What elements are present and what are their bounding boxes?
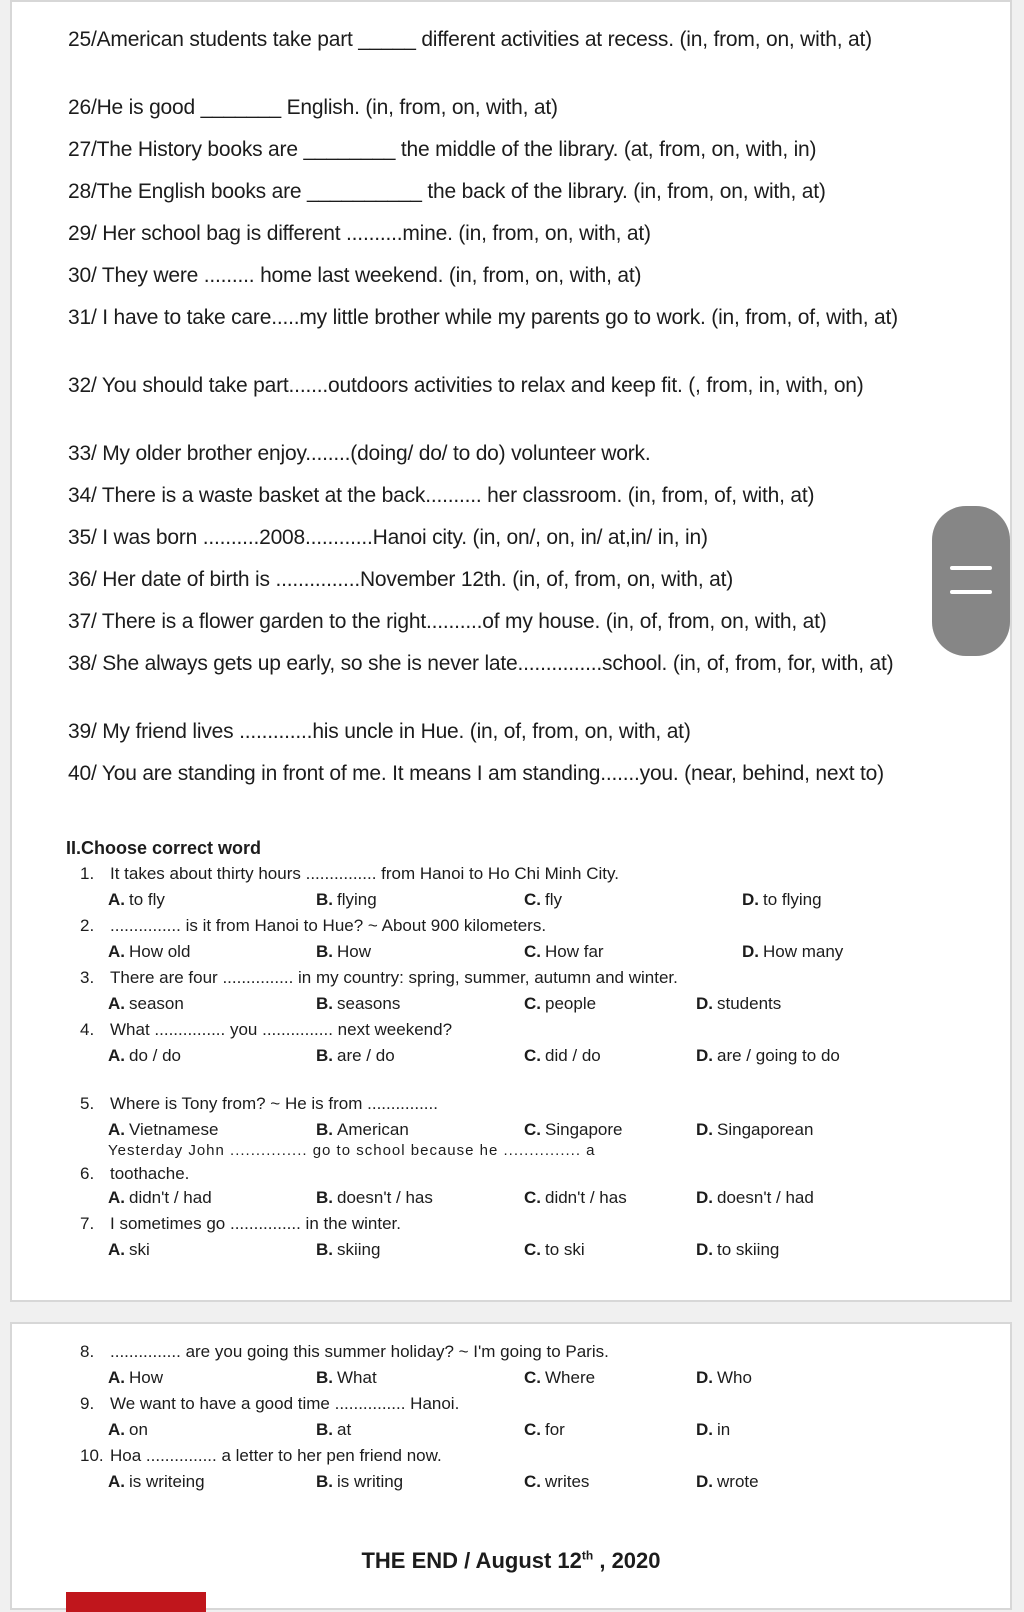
question-39: 39/ My friend lives .............his uncle in Hue. (in, of, from, on, with, at) [68,720,691,743]
option-letter: C. [524,890,541,909]
mc-number: 5. [80,1094,95,1113]
mc-question-1 [80,864,960,884]
option-text: Where [545,1368,596,1387]
question-38: 38/ She always gets up early, so she is never late...............school. (in, of, from, for, with, at) [68,652,894,675]
option-text: didn't / had [129,1188,212,1207]
option-letter: D. [696,1472,713,1491]
mc-text: ............... is it from Hanoi to Hue? ~ About 900 kilometers. [110,916,547,935]
option-text: Singapore [545,1120,623,1139]
option-letter: D. [696,1046,713,1065]
mc-question-6-line1: Yesterday John ............... go to school because he ............... a [108,1142,596,1159]
mc-text: What ............... you ............... next weekend? [110,1020,453,1039]
option-text: to flying [763,890,822,909]
mc-text: We want to have a good time ............... Hanoi. [110,1394,460,1413]
mc-text: Hoa ............... a letter to her pen friend now. [110,1446,442,1465]
option-letter: A. [108,1240,125,1259]
mc-question-6 [80,1164,960,1184]
question-34: 34/ There is a waste basket at the back.......... her classroom. (in, from, of, with, at) [68,484,815,507]
option-letter: C. [524,942,541,961]
option-4b[interactable] [316,1046,395,1066]
option-8a[interactable] [108,1368,163,1388]
option-7c[interactable] [524,1240,585,1260]
question-33: 33/ My older brother enjoy........(doing/ do/ to do) volunteer work. [68,442,651,465]
option-letter: A. [108,1368,125,1387]
mc-text: I sometimes go ............... in the winter. [110,1214,402,1233]
option-letter: A. [108,1472,125,1491]
option-1a[interactable] [108,890,165,910]
option-7a[interactable] [108,1240,150,1260]
option-letter: D. [696,1240,713,1259]
option-letter: A. [108,890,125,909]
option-letter: C. [524,994,541,1013]
option-2b[interactable] [316,942,371,962]
scroll-handle[interactable] [932,506,1010,656]
option-letter: C. [524,1188,541,1207]
option-letter: B. [316,1120,333,1139]
option-1c[interactable] [524,890,562,910]
option-text: How far [545,942,604,961]
option-letter: D. [696,994,713,1013]
mc-question-5 [80,1094,960,1114]
mc-text: There are four ............... in my country: spring, summer, autumn and winter. [110,968,678,987]
section-title: II.Choose correct word [66,838,262,858]
option-text: American [337,1120,409,1139]
grip-line-icon [950,590,992,594]
mc-number: 10. [80,1446,104,1465]
option-text: doesn't / had [717,1188,814,1207]
option-text: skiing [337,1240,381,1259]
option-letter: A. [108,1120,125,1139]
option-5d[interactable] [696,1120,813,1140]
worksheet-page-2 [10,1322,1012,1610]
option-letter: B. [316,1472,333,1491]
mc-text: It takes about thirty hours ............... from Hanoi to Ho Chi Minh City. [110,864,619,883]
mc-question-4 [80,1020,960,1040]
mc-number: 8. [80,1342,95,1361]
option-letter: A. [108,1188,125,1207]
option-3b[interactable] [316,994,400,1014]
option-letter: B. [316,1240,333,1259]
option-letter: A. [108,1046,125,1065]
option-text: did / do [545,1046,601,1065]
option-4c[interactable] [524,1046,601,1066]
question-32: 32/ You should take part.......outdoors activities to relax and keep fit. (, from, in, with, on) [68,374,864,397]
option-4a[interactable] [108,1046,181,1066]
option-7b[interactable] [316,1240,380,1260]
option-letter: B. [316,1368,333,1387]
option-2c[interactable] [524,942,604,962]
option-text: fly [545,890,562,909]
option-letter: D. [742,890,759,909]
option-6b[interactable] [316,1188,433,1208]
mc-number: 1. [80,864,95,883]
footer-sup: th [581,1548,594,1563]
option-letter: C. [524,1368,541,1387]
mc-question-2 [80,916,960,936]
option-text: ski [129,1240,150,1259]
option-6d[interactable] [696,1188,814,1208]
option-text: Who [717,1368,752,1387]
mc-number: 3. [80,968,95,987]
question-36: 36/ Her date of birth is ...............November 12th. (in, of, from, on, with, at) [68,568,734,591]
mc-question-7 [80,1214,960,1234]
option-text: to skiing [717,1240,780,1259]
option-text: do / do [129,1046,181,1065]
mc-text: Where is Tony from? ~ He is from ............... [110,1094,438,1113]
option-10a[interactable] [108,1472,205,1492]
option-letter: A. [108,994,125,1013]
option-text: is writing [337,1472,404,1491]
option-text: at [337,1420,352,1439]
option-text: are / going to do [717,1046,840,1065]
question-31: 31/ I have to take care.....my little brother while my parents go to work. (in, from, of, with, at) [68,306,898,329]
question-29: 29/ Her school bag is different ..........mine. (in, from, on, with, at) [68,222,651,245]
option-3c[interactable] [524,994,596,1014]
grip-line-icon [950,566,992,570]
option-letter: B. [316,1420,333,1439]
mc-question-9 [80,1394,960,1414]
option-text: Vietnamese [129,1120,219,1139]
option-text: is writeing [129,1472,205,1491]
option-text: How [129,1368,164,1387]
red-tag-strip [66,1592,206,1612]
footer-text-pre: THE END / August 12 [361,1548,582,1573]
option-10d[interactable] [696,1472,759,1492]
option-7d[interactable] [696,1240,779,1260]
option-letter: B. [316,890,333,909]
option-letter: C. [524,1472,541,1491]
option-text: in [717,1420,731,1439]
option-text: How many [763,942,844,961]
option-letter: D. [696,1368,713,1387]
option-letter: C. [524,1046,541,1065]
option-9c[interactable] [524,1420,565,1440]
option-8d[interactable] [696,1368,752,1388]
end-footer [12,1548,1010,1574]
option-text: flying [337,890,377,909]
option-5b[interactable] [316,1120,409,1140]
mc-number: 9. [80,1394,95,1413]
mc-question-8 [80,1342,960,1362]
option-text: season [129,994,184,1013]
option-text: students [717,994,782,1013]
question-28: 28/The English books are __________ the back of the library. (in, from, on, with, at) [68,180,826,203]
mc-text: ............... are you going this summer holiday? ~ I'm going to Paris. [110,1342,609,1361]
option-9a[interactable] [108,1420,148,1440]
option-1d[interactable] [742,890,822,910]
option-2a[interactable] [108,942,190,962]
option-5a[interactable] [108,1120,218,1140]
option-8b[interactable] [316,1368,377,1388]
question-37: 37/ There is a flower garden to the right..........of my house. (in, of, from, on, with, at) [68,610,827,633]
option-letter: D. [696,1120,713,1139]
option-text: Singaporean [717,1120,814,1139]
option-text: wrote [717,1472,759,1491]
option-text: How old [129,942,191,961]
mc-question-10 [80,1446,960,1466]
worksheet-page-1 [10,0,1012,1302]
option-text: are / do [337,1046,395,1065]
option-3a[interactable] [108,994,184,1014]
option-text: to fly [129,890,165,909]
option-letter: D. [742,942,759,961]
option-letter: C. [524,1420,541,1439]
mc-number: 4. [80,1020,95,1039]
option-letter: D. [696,1188,713,1207]
mc-number: 6. [80,1164,95,1183]
question-27: 27/The History books are ________ the middle of the library. (at, from, on, with, in) [68,138,817,161]
option-text: doesn't / has [337,1188,433,1207]
option-text: What [337,1368,377,1387]
mc-number: 2. [80,916,95,935]
option-letter: B. [316,1188,333,1207]
option-9b[interactable] [316,1420,351,1440]
mc-question-3 [80,968,960,988]
option-9d[interactable] [696,1420,730,1440]
option-letter: C. [524,1240,541,1259]
option-letter: B. [316,1046,333,1065]
option-text: to ski [545,1240,585,1259]
option-text: on [129,1420,148,1439]
question-30: 30/ They were ......... home last weekend. (in, from, on, with, at) [68,264,642,287]
option-1b[interactable] [316,890,377,910]
option-text: people [545,994,597,1013]
option-10b[interactable] [316,1472,403,1492]
option-letter: B. [316,942,333,961]
option-4d[interactable] [696,1046,840,1066]
option-text: writes [545,1472,590,1491]
option-10c[interactable] [524,1472,589,1492]
question-26: 26/He is good _______ English. (in, from, on, with, at) [68,96,558,119]
option-letter: A. [108,1420,125,1439]
option-text: didn't / has [545,1188,627,1207]
option-2d[interactable] [742,942,843,962]
option-text: for [545,1420,565,1439]
option-6a[interactable] [108,1188,212,1208]
option-3d[interactable] [696,994,781,1014]
option-letter: B. [316,994,333,1013]
question-40: 40/ You are standing in front of me. It means I am standing.......you. (near, behind, next to) [68,762,884,785]
option-text: How [337,942,372,961]
option-8c[interactable] [524,1368,595,1388]
option-text: seasons [337,994,401,1013]
mc-number: 7. [80,1214,95,1233]
option-letter: D. [696,1420,713,1439]
option-5c[interactable] [524,1120,623,1140]
question-35: 35/ I was born ..........2008............Hanoi city. (in, on/, on, in/ at,in/ in, in) [68,526,708,549]
option-letter: C. [524,1120,541,1139]
question-25: 25/American students take part _____ different activities at recess. (in, from, on, with, at) [68,28,872,51]
mc-text: toothache. [110,1164,190,1183]
option-letter: A. [108,942,125,961]
footer-text-post: , 2020 [593,1548,661,1573]
option-6c[interactable] [524,1188,627,1208]
